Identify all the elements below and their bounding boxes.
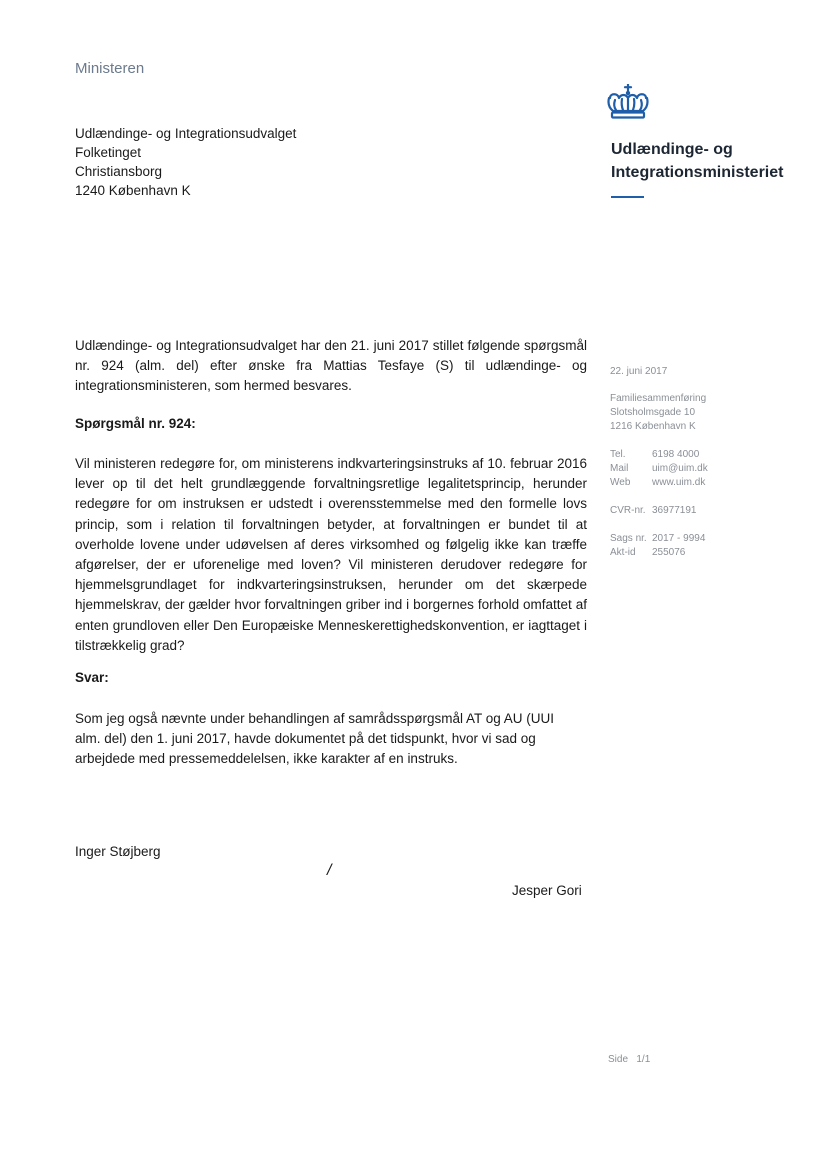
contact-label: Web — [610, 477, 631, 488]
letter-date: 22. juni 2017 — [610, 366, 668, 377]
cvr-info — [610, 504, 697, 518]
case-value: 255076 — [652, 547, 686, 558]
recipient-line: Folketinget — [75, 145, 142, 160]
answer-text: Som jeg også nævnte under behandlingen af samrådsspørgsmål AT og AU (UUI alm. del) den 1. juni 2017, havde dokumentet på det tidspunkt, hvor vi sad og arbejdede med pressemeddelelsen, ikke karakter af en instruks. — [75, 711, 555, 767]
contact-value: www.uim.dk — [652, 477, 706, 488]
ministry-accent-rule — [611, 196, 644, 198]
contact-row — [610, 462, 708, 476]
page-value: 1/1 — [636, 1054, 651, 1065]
signature-separator: / — [327, 862, 332, 879]
cvr-label: CVR-nr. — [610, 505, 646, 516]
case-value: 2017 - 9994 — [652, 533, 706, 544]
answer-paragraph — [75, 709, 575, 770]
answer-heading: Svar: — [75, 670, 109, 685]
recipient-line: 1240 København K — [75, 183, 191, 198]
intro-text: Udlændinge- og Integrationsudvalget har den 21. juni 2017 stillet følgende spørgsmål nr. 924 (alm. del) efter ønske fra Mattias Tesfaye (S) til udlændinge- og integrationsministeren, som hermed besvares. — [75, 338, 587, 394]
sender-city: 1216 København K — [610, 421, 696, 432]
crown-icon — [604, 84, 652, 120]
contact-label: Mail — [610, 463, 629, 474]
recipient-address — [75, 124, 296, 200]
question-heading: Spørgsmål nr. 924: — [75, 416, 196, 431]
case-info — [610, 532, 705, 560]
case-row — [610, 546, 705, 560]
ministry-name-line: Udlændinge- og — [611, 141, 733, 158]
case-label: Akt-id — [610, 547, 636, 558]
signature-minister: Inger Støjberg — [75, 844, 161, 859]
case-label: Sags nr. — [610, 533, 647, 544]
signature-official: Jesper Gori — [512, 883, 582, 898]
minister-title: Ministeren — [75, 60, 145, 77]
contact-info — [610, 448, 708, 490]
contact-label: Tel. — [610, 449, 626, 460]
question-paragraph — [75, 454, 587, 656]
sender-address — [610, 392, 706, 434]
sender-department: Familiesammenføring — [610, 393, 707, 404]
intro-paragraph — [75, 336, 587, 397]
ministry-name-line: Integrationsministeriet — [611, 164, 784, 181]
cvr-value: 36977191 — [652, 505, 697, 516]
question-text: Vil ministeren redegøre for, om ministerens indkvarteringsinstruks af 10. februar 2016 lever op til det helt grundlæggende forvaltningsretlige legalitetsprincip, herunder redegøre for om instruksen er udstedt i overensstemmelse med den formelle lovs princip, som i relation til forvaltningen betyder, at forvaltningen er bundet til at overholde lovene under udøvelsen af deres virksomhed og følgelig ikke kan træffe afgørelser, der er uforenelige med loven? Vil ministeren derudover redegøre for hjemmelsgrundlaget for indkvarteringsinstruksen, herunder om det skærpede hjemmelskrav, der gælder hvor forvaltningen griber ind i borgernes forhold omfattet af enten grundloven eller Den Europæiske Menneskerettighedskonvention, er iagttaget i tilstrækkelig grad? — [75, 456, 587, 653]
page-label: Side — [608, 1054, 629, 1065]
ministry-name — [611, 138, 783, 184]
page-number — [608, 1054, 650, 1065]
contact-row — [610, 448, 708, 462]
case-row — [610, 532, 705, 546]
contact-row — [610, 476, 708, 490]
sender-street: Slotsholmsgade 10 — [610, 407, 696, 418]
contact-value: uim@uim.dk — [652, 463, 708, 474]
recipient-line: Christiansborg — [75, 164, 163, 179]
recipient-line: Udlændinge- og Integrationsudvalget — [75, 126, 297, 141]
contact-value: 6198 4000 — [652, 449, 700, 460]
